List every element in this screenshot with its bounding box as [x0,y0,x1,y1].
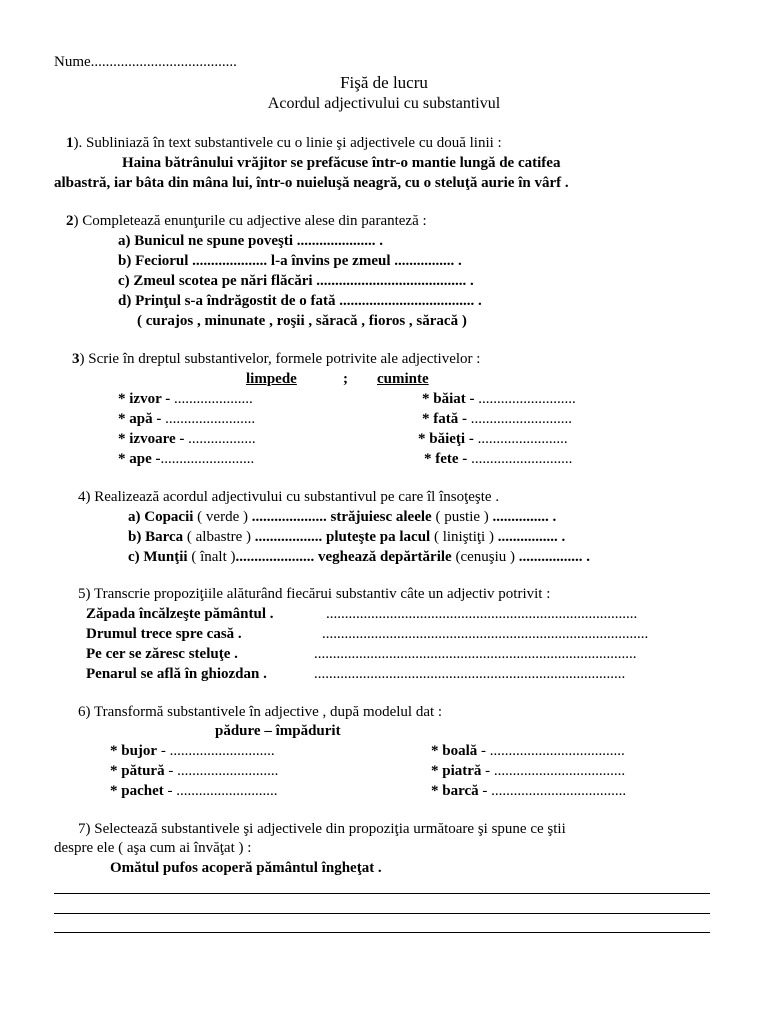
ex1-instruction-text: ). Subliniază în text substantivele cu o linie şi adjectivele cu două linii : [73,135,502,151]
ex6-left-item [110,782,278,800]
ex4-instruction: 4) Realizează acordul adjectivului cu substantivul pe care îl însoţeşte . [78,489,500,505]
ex7-instruction-line-2: despre ele ( aşa cum ai învăţat ) : [54,840,252,856]
ex6-right-item [431,762,625,780]
ex1-text-line-1: Haina bătrânului vrăjitor se prefăcuse într-o mantie lungă de catifea [122,155,561,171]
ex4-noun: b) Barca [128,529,184,545]
ex3-instruction [72,350,480,368]
ex3-separator: ; [343,371,348,387]
ex1-number: 1 [66,135,74,151]
ex6-word: * pachet [110,783,164,799]
ex6-word: * barcă [431,783,479,799]
ex6-blank: - ........................... [164,763,279,779]
ex1-instruction [66,134,502,152]
ex3-adjective-limpede: limpede [246,371,297,387]
ex6-blank: - ........................... [163,783,278,799]
ex2-item-c: c) Zmeul scotea pe nări flăcări ........................................ . [118,273,474,289]
ex5-instruction: 5) Transcrie propoziţiile alăturând fiecărui substantiv câte un adjectiv potrivit : [78,586,551,602]
ex6-blank: - .................................... [477,743,625,759]
ex3-word: * apă - [118,411,162,427]
ex3-word: * izvoare - [118,431,185,447]
ex1-text-line-2: albastră, iar bâta din mâna lui, într-o nuieluşă neagră, cu o steluţă aurie în vârf . [54,175,569,191]
ex3-blank: ..................... [170,391,253,407]
ex3-blank: .......................... [474,391,576,407]
ex4-adjective-hint: ( pustie ) [431,509,493,525]
ex3-blank: ........................... [467,411,572,427]
ex6-left-item [110,762,278,780]
ex7-instruction-line-1: 7) Selectează substantivele şi adjectivele din propoziţia următoare şi spune ce ştii [78,821,566,837]
page-subtitle: Acordul adjectivului cu substantivul [267,95,501,112]
ex3-left-item [118,390,253,408]
ex3-word: * fată - [422,411,467,427]
ex4-middle: .................... străjuiesc aleele [251,509,432,525]
ex4-adjective-hint: (cenuşiu ) [451,549,519,565]
ex6-word: * bujor [110,743,158,759]
ex4-adjective-hint: ( liniştiţi ) [430,529,498,545]
ex5-sentence: Drumul trece spre casă . [86,626,242,642]
ex3-left-item [118,430,256,448]
ex3-blank: ........................... [467,451,573,467]
ex4-noun: c) Munţii [128,549,188,565]
ex3-blank: ........................ [473,431,568,447]
ex2-item-b: b) Feciorul .................... l-a învins pe zmeul ................ . [118,253,462,269]
ex2-instruction-text: ) Completează enunţurile cu adjective alese din paranteză : [73,213,427,229]
ex6-word: * piatră [431,763,482,779]
ex2-options: ( curajos , minunate , roşii , săracă , fioros , săracă ) [137,313,467,329]
ex3-blank: ........................ [161,411,256,427]
ex4-noun: a) Copacii [128,509,194,525]
ex5-blank: ................................................................................... [314,666,626,682]
ex3-right-item [418,430,568,448]
ex2-instruction [66,212,427,230]
answer-line [54,893,710,894]
page-title: Fişă de lucru [340,73,428,92]
ex5-sentence: Penarul se află în ghiozdan . [86,666,267,682]
ex6-word: * pătură [110,763,165,779]
ex3-word: * băiat - [422,391,475,407]
ex6-blank: - ............................ [157,743,275,759]
ex5-sentence: Zăpada încălzeşte pământul . [86,606,274,622]
ex6-blank: - .................................... [478,783,627,799]
ex4-item [128,548,590,566]
ex4-item [128,508,556,526]
ex7-sentence: Omătul pufos acoperă pământul îngheţat . [110,860,382,876]
ex4-adjective-hint: ( albastre ) [183,529,255,545]
ex6-right-item [431,782,626,800]
ex4-adjective-hint: ( verde ) [193,509,252,525]
ex3-instruction-text: ) Scrie în dreptul substantivelor, formele potrivite ale adjectivelor : [79,351,481,367]
ex3-word: * băieţi - [418,431,474,447]
ex3-left-item [118,450,254,468]
ex3-blank: ......................... [160,451,255,467]
ex4-adjective-hint: ( înalt ) [187,549,236,565]
ex5-sentence: Pe cer se zăresc steluţe . [86,646,238,662]
ex6-model: pădure – împădurit [215,723,341,739]
ex3-adjective-cuminte: cuminte [377,371,429,387]
ex5-blank: ...................................................................................... [314,646,637,662]
ex2-item-d: d) Prinţul s-a îndrăgostit de o fată .................................... . [118,293,482,309]
ex3-left-item [118,410,255,428]
name-line: Nume....................................... [54,54,237,70]
ex3-word: * izvor - [118,391,171,407]
answer-line [54,913,710,914]
ex6-right-item [431,742,625,760]
ex3-number: 3 [72,351,80,367]
ex2-number: 2 [66,213,74,229]
ex3-word: * ape - [118,451,161,467]
ex4-item [128,528,565,546]
ex5-blank: ....................................................................................... [322,626,649,642]
ex4-end: ............... . [492,509,557,525]
ex3-right-item [424,450,572,468]
ex2-item-a: a) Bunicul ne spune poveşti ..................... . [118,233,384,249]
ex3-right-item [422,410,572,428]
answer-line [54,932,710,933]
ex6-instruction: 6) Transformă substantivele în adjective , după modelul dat : [78,704,443,720]
ex4-end: ................. . [518,549,591,565]
ex4-end: ................ . [497,529,566,545]
ex4-middle: ..................... veghează depărtările [235,549,452,565]
ex3-blank: .................. [184,431,256,447]
ex6-word: * boală [431,743,478,759]
ex6-blank: - ................................... [481,763,626,779]
ex5-blank: ................................................................................... [326,606,638,622]
ex3-word: * fete - [424,451,468,467]
ex6-left-item [110,742,275,760]
ex4-middle: .................. pluteşte pa lacul [254,529,431,545]
ex3-right-item [422,390,576,408]
